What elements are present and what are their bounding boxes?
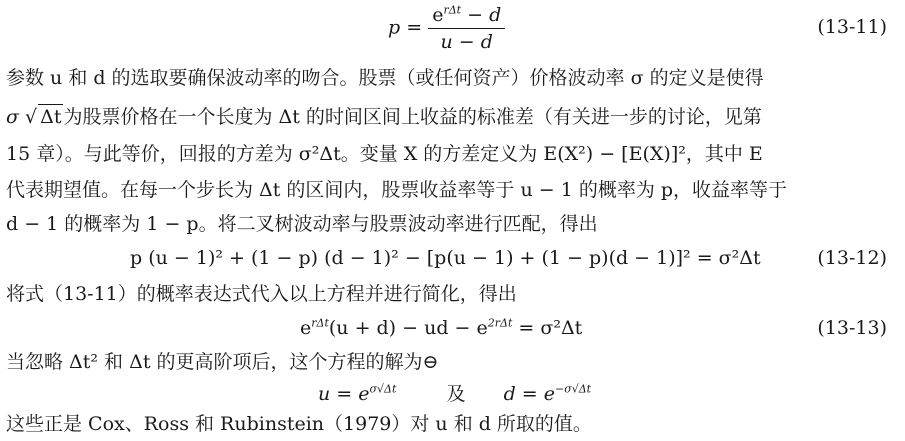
eq-13-11-den-d: d (480, 31, 493, 53)
eq-13-11-num-var: d (489, 4, 502, 26)
eq-13-11-denominator (428, 29, 505, 55)
eq-13-11-den-u: u (440, 31, 453, 53)
equation-13-12: p (u − 1)² + (1 − p) (d − 1)² − [p(u − 1) + (1 − p)(d − 1)]² = σ²Δt (130, 247, 761, 269)
eq-13-13-exp2: 2rΔt (487, 316, 513, 330)
equation-13-13 (300, 316, 582, 340)
eq-13-13-exp1: rΔt (311, 316, 329, 330)
eq-13-11-num-op: − (461, 4, 490, 26)
eq-13-13-middle: (u + d) − ud − e (328, 317, 488, 339)
solution-u-exp: σ√Δt (369, 382, 397, 396)
para-line-4: 代表期望值。在每一个步长为 Δt 的区间内，股票收益率等于 u − 1 的概率为 p，收益率等于 (6, 179, 788, 201)
eq-13-13-rhs: = σ²Δt (512, 317, 583, 339)
eq-13-11-den-op: − (452, 31, 481, 53)
para-line-2 (6, 104, 762, 129)
equation-13-11 (388, 2, 505, 55)
eq-13-11-equals: = (406, 16, 423, 39)
eq-13-11-number: (13-11) (817, 16, 887, 38)
eq-13-11-fraction (428, 2, 505, 55)
solution-d-lhs: d = e (503, 383, 555, 405)
para-line-1: 参数 u 和 d 的选取要确保波动率的吻合。股票（或任何资产）价格波动率 σ 的定义是使得 (6, 67, 764, 89)
eq-13-11-numerator (428, 2, 505, 29)
eq-13-13-e1: e (300, 317, 312, 339)
para4-line-1: 这些正是 Cox、Ross 和 Rubinstein（1979）对 u 和 d 所取的值。 (6, 413, 592, 435)
para-line-2-sqrt: Δt (40, 106, 62, 128)
para3-line-1: 当忽略 Δt² 和 Δt 的更高阶项后，这个方程的解为⊖ (6, 351, 439, 373)
solution-and: 及 (446, 383, 466, 405)
para2-line-1: 将式（13-11）的概率表达式代入以上方程并进行简化，得出 (6, 283, 517, 305)
para-line-2-text: 为股票价格在一个长度为 Δt 的时间区间上收益的标准差（有关进一步的讨论，见第 (63, 106, 762, 128)
para-line-2-sigma: σ (6, 106, 26, 128)
eq-13-13-number: (13-13) (817, 317, 887, 339)
eq-13-11-lhs: p (388, 16, 401, 39)
sqrt-sign: √ (25, 106, 38, 128)
para-line-3: 15 章）。与此等价，回报的方差为 σ²Δt。变量 X 的方差定义为 E(X²) − [E(X)]²，其中 E (6, 143, 763, 165)
eq-13-11-num-base: e (432, 4, 444, 26)
solution-u-lhs: u = e (318, 383, 370, 405)
para-line-5: d − 1 的概率为 1 − p。将二叉树波动率与股票波动率进行匹配，得出 (6, 213, 598, 235)
solution-equations (318, 382, 591, 406)
eq-13-12-number: (13-12) (817, 247, 887, 269)
eq-13-11-num-exp: rΔt (443, 3, 462, 17)
solution-d-exp: −σ√Δt (554, 382, 592, 396)
